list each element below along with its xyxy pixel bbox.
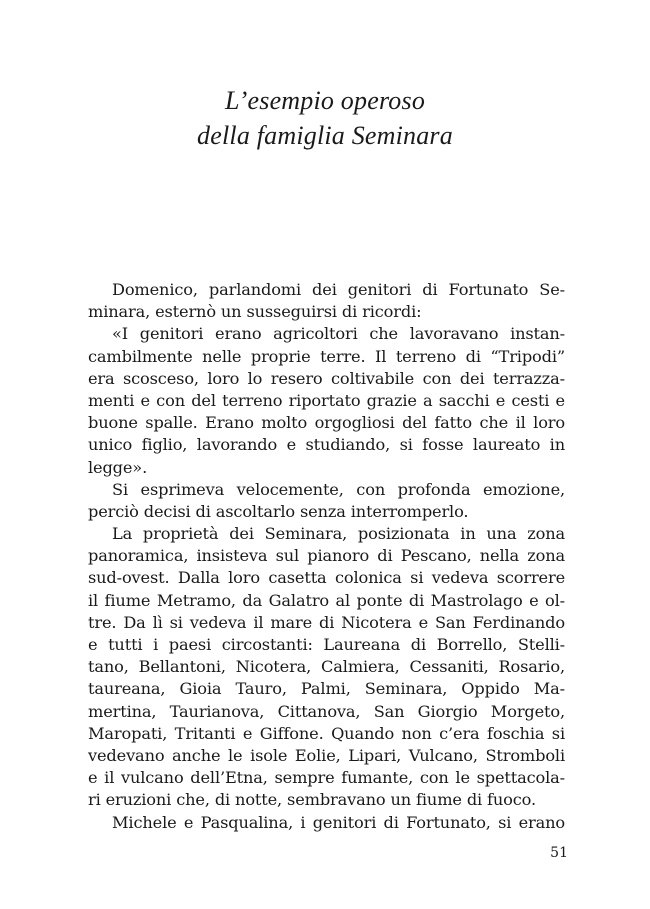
text-line: buone spalle. Erano molto orgogliosi del fatto che il loro: [88, 413, 565, 433]
text-line: e il vulcano dell’Etna, sempre fumante, con le spettacola-: [88, 768, 565, 788]
text-line: vedevano anche le isole Eolie, Lipari, Vulcano, Stromboli: [88, 745, 565, 765]
text-line: tano, Bellantoni, Nicotera, Calmiera, Cessaniti, Rosario,: [88, 657, 565, 677]
text-line: panoramica, insisteva sul pianoro di Pescano, nella zona: [88, 546, 565, 566]
text-line: minara, esternò un susseguirsi di ricordi:: [88, 302, 422, 322]
text-line: unico figlio, lavorando e studiando, si fosse laureato in: [88, 435, 565, 455]
text-line: mertina, Taurianova, Cittanova, San Giorgio Morgeto,: [88, 701, 565, 721]
chapter-title-line-2: della famiglia Seminara: [197, 121, 453, 150]
text-line: legge».: [88, 457, 148, 477]
text-line: era scosceso, loro lo resero coltivabile con dei terrazza-: [88, 368, 565, 388]
text-line: perciò decisi di ascoltarlo senza interromperlo.: [88, 501, 469, 521]
text-line: sud-ovest. Dalla loro casetta colonica si vedeva scorrere: [88, 568, 565, 588]
body-text: [88, 279, 565, 834]
text-line: taureana, Gioia Tauro, Palmi, Seminara, Oppido Ma-: [88, 679, 565, 699]
text-line: cambilmente nelle proprie terre. Il terreno di “Tripodi”: [88, 346, 565, 366]
text-line: il fiume Metramo, da Galatro al ponte di Mastrolago e ol-: [88, 590, 565, 610]
text-line: Si esprimeva velocemente, con profonda emozione,: [112, 479, 565, 499]
text-line: menti e con del terreno riportato grazie a sacchi e cesti e: [88, 390, 565, 410]
text-line: ri eruzioni che, di notte, sembravano un fiume di fuoco.: [88, 790, 536, 810]
text-line: e tutti i paesi circostanti: Laureana di Borrello, Stelli-: [88, 635, 565, 654]
text-line: Maropati, Tritanti e Giffone. Quando non c’era foschia si: [88, 723, 565, 743]
text-line: La proprietà dei Seminara, posizionata in una zona: [112, 524, 565, 544]
chapter-title-line-1: L’esempio operoso: [224, 86, 426, 115]
text-line: Michele e Pasqualina, i genitori di Fortunato, si erano: [112, 812, 565, 832]
text-line: «I genitori erano agricoltori che lavoravano instan-: [112, 324, 565, 344]
text-line: Domenico, parlandomi dei genitori di Fortunato Se-: [112, 280, 565, 299]
text-line: tre. Da lì si vedeva il mare di Nicotera e San Ferdinando: [88, 612, 565, 632]
page-number: 51: [550, 845, 568, 861]
